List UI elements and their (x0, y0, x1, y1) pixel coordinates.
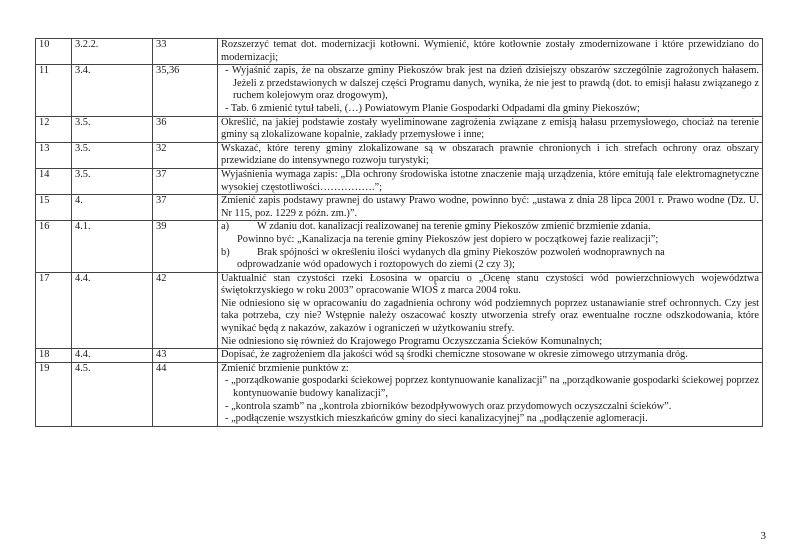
section-number: 4.4. (72, 349, 153, 363)
dash-item-text: „porządkowanie gospodarki ściekowej poprzez kontynuowanie kanalizacji” na „porządkowanie gospodarki ściekowej poprzez kontynuowanie budowy kanalizacji”, (231, 375, 760, 400)
comment-text (218, 221, 763, 272)
comment-dash-item: - „kontrola szamb” na „kontrola zbiorników bezodpływowych oraz przydomowych oczyszczalni ścieków”. (225, 400, 672, 412)
section-number: 3.5. (72, 142, 153, 168)
section-number: 4.5. (72, 362, 153, 426)
comment-text (218, 195, 763, 221)
item-letter: a) (221, 221, 230, 233)
comment-dash-item: - Tab. 6 zmienić tytuł tabeli, (…) Powiatowym Planie Gospodarki Odpadami dla gminy Piekoszów; (225, 102, 640, 114)
comment-text (218, 116, 763, 142)
table-row (36, 349, 763, 363)
page-reference: 43 (153, 349, 218, 363)
comment-paragraph: Nie odniesiono się również do Krajowego Programu Oczyszczania Ścieków Komunalnych; (221, 335, 603, 347)
row-number: 19 (36, 362, 72, 426)
row-number: 16 (36, 221, 72, 272)
comment-text (218, 39, 763, 65)
section-number: 3.5. (72, 116, 153, 142)
row-number: 12 (36, 116, 72, 142)
comment-paragraph: Określić, na jakiej podstawie zostały wyeliminowane zagrożenia związane z emisją hałasu przemysłowego, chociaż na terenie gminy są zlokalizowane kopalnie, zakłady przemysłowe i inne; (221, 116, 759, 141)
table-row (36, 195, 763, 221)
comment-paragraph: Dopisać, że zagrożeniem dla jakości wód są środki chemiczne stosowane w okresie zimowego utrzymania dróg. (221, 349, 688, 361)
row-number: 10 (36, 39, 72, 65)
comment-dash-item: - „porządkowanie gospodarki ściekowej poprzez kontynuowanie kanalizacji” na „porządkowanie gospodarki ściekowej poprzez kontynuowanie budowy kanalizacji”, (225, 375, 760, 400)
page-reference: 32 (153, 142, 218, 168)
comment-paragraph: Wyjaśnienia wymaga zapis: „Dla ochrony środowiska istotne znaczenie mają urządzenia, które emitują fale elektromagnetyczne wysokiej częstotliwości…………….”; (221, 168, 759, 193)
table-row (36, 116, 763, 142)
section-number: 4.1. (72, 221, 153, 272)
section-number: 3.2.2. (72, 39, 153, 65)
table-row (36, 221, 763, 272)
page-reference: 36 (153, 116, 218, 142)
comments-table-body (36, 39, 763, 427)
page-reference: 39 (153, 221, 218, 272)
comment-paragraph: Rozszerzyć temat dot. modernizacji kotłowni. Wymienić, które kotłownie zostały zmodernizowane i które przewidziano do modernizacji; (221, 39, 759, 63)
table-row (36, 168, 763, 194)
item-text: W zdaniu dot. kanalizacji realizowanej na terenie gminy Piekoszów zmienić brzmienie zdania. (257, 221, 651, 233)
section-number: 3.5. (72, 168, 153, 194)
table-row (36, 39, 763, 65)
row-number: 14 (36, 168, 72, 194)
dash-item-text: Tab. 6 zmienić tytuł tabeli, (…) Powiatowym Planie Gospodarki Odpadami dla gminy Piekoszów; (230, 102, 640, 114)
table-row (36, 362, 763, 426)
comment-dash-item: - „podłączenie wszystkich mieszkańców gminy do sieci kanalizacyjnej” na „podłączenie aglomeracji. (225, 413, 648, 425)
comment-text (218, 168, 763, 194)
item-text-continued: Powinno być: „Kanalizacja na terenie gminy Piekoszów jest dopiero w początkowej fazie realizacji”; (237, 233, 659, 245)
row-number: 15 (36, 195, 72, 221)
page-reference: 37 (153, 195, 218, 221)
page-reference: 37 (153, 168, 218, 194)
section-number: 4. (72, 195, 153, 221)
item-letter: b) (221, 246, 230, 258)
table-row (36, 65, 763, 116)
comment-text (218, 362, 763, 426)
comment-text (218, 272, 763, 349)
page-number: 3 (760, 530, 766, 542)
comment-paragraph: Zmienić zapis podstawy prawnej do ustawy Prawo wodne, powinno być: „ustawa z dnia 28 lipca 2001 r. Prawo wodne (Dz. U. Nr 115, poz. 1229 z późn. zm.)”. (221, 195, 759, 219)
row-number: 13 (36, 142, 72, 168)
comment-paragraph: Zmienić brzmienie punktów z: (221, 362, 349, 374)
table-row (36, 272, 763, 349)
table-row (36, 142, 763, 168)
dash-item-text: „podłączenie wszystkich mieszkańców gminy do sieci kanalizacyjnej” na „podłączenie aglomeracji. (231, 413, 648, 425)
comment-paragraph: Nie odniesiono się w opracowaniu do zagadnienia ochrony wód podziemnych poprzez ustanawianie stref ochronnych. Czy jest taka potrzeba, czy nie? Wstępnie należy oszacować koszty utworzenia strefy oraz ewentualne roczne odszkodowania, które wynikać będą z nakazów, zakazów i ograniczeń w użytkowaniu strefy. (221, 297, 759, 335)
comment-text (218, 65, 763, 116)
comment-lettered-item (221, 221, 759, 246)
row-number: 18 (36, 349, 72, 363)
row-number: 11 (36, 65, 72, 116)
page-reference: 35,36 (153, 65, 218, 116)
page-reference: 42 (153, 272, 218, 349)
dash-item-text: Wyjaśnić zapis, że na obszarze gminy Piekoszów brak jest na dzień dzisiejszy obszarów szczególnie zagrożonych hałasem. Jeżeli z przedstawionych w dalszej części Programu danych, wynika, że nie jest to prawdą (dot. to emisji hałasu związanego z ruchem kolejowym oraz drogowym), (231, 65, 759, 102)
comment-text (218, 349, 763, 363)
section-number: 3.4. (72, 65, 153, 116)
page-reference: 33 (153, 39, 218, 65)
comments-table (35, 38, 763, 427)
section-number: 4.4. (72, 272, 153, 349)
dash-item-text: „kontrola szamb” na „kontrola zbiorników bezodpływowych oraz przydomowych oczyszczalni ścieków”. (231, 400, 672, 412)
comment-dash-item: - Wyjaśnić zapis, że na obszarze gminy Piekoszów brak jest na dzień dzisiejszy obszarów szczególnie zagrożonych hałasem. Jeżeli z przedstawionych w dalszej części Programu danych, wynika, że nie jest to prawdą (dot. to emisji hałasu związanego z ruchem kolejowym oraz drogowym), (225, 65, 759, 102)
item-text-continued: odprowadzanie wód opadowych i roztopowych do ziemi (2 czy 3); (237, 259, 515, 271)
comment-paragraph: Wskazać, które tereny gminy zlokalizowane są w obszarach prawnie chronionych i ich strefach ochrony oraz obszary przewidziane do intensywnego rozwoju turystyki; (221, 142, 759, 167)
comment-text (218, 142, 763, 168)
item-text: Brak spójności w określeniu ilości wydanych dla gminy Piekoszów pozwoleń wodnoprawnych na (257, 246, 665, 258)
comment-paragraph: Uaktualnić stan czystości rzeki Łososina w oparciu o „Ocenę stanu czystości wód powierzchniowych województwa świętokrzyskiego w roku 2003” opracowanie WIOŚ z marca 2004 roku. (221, 272, 759, 297)
row-number: 17 (36, 272, 72, 349)
page-reference: 44 (153, 362, 218, 426)
comment-lettered-item (221, 247, 759, 272)
